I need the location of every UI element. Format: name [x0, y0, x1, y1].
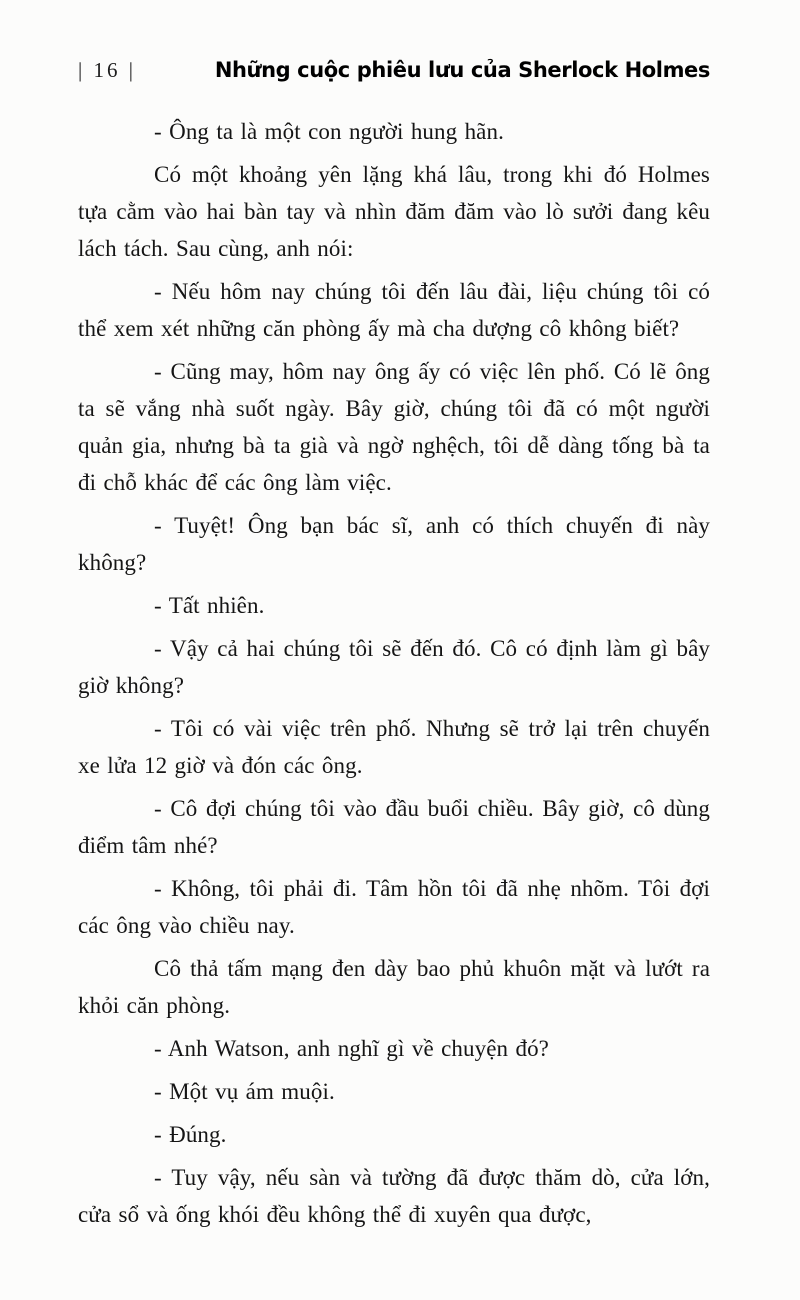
paragraph: - Đúng.	[154, 1122, 227, 1147]
paragraph: - Vậy cả hai chúng tôi sẽ đến đó. Cô có định làm gì bây giờ không?	[78, 636, 710, 698]
page-header	[78, 58, 710, 83]
paragraph: - Tất nhiên.	[154, 593, 265, 618]
page-number: | 16 |	[78, 58, 136, 82]
paragraph: - Cô đợi chúng tôi vào đầu buổi chiều. Bây giờ, cô dùng điểm tâm nhé?	[78, 796, 710, 858]
page-body	[78, 113, 710, 1233]
paragraph: - Không, tôi phải đi. Tâm hồn tôi đã nhẹ nhõm. Tôi đợi các ông vào chiều nay.	[78, 876, 710, 938]
paragraph: - Nếu hôm nay chúng tôi đến lâu đài, liệu chúng tôi có thể xem xét những căn phòng ấy mà cha dượng cô không biết?	[78, 279, 710, 341]
running-title: Những cuộc phiêu lưu của Sherlock Holmes	[214, 58, 710, 82]
paragraph: Có một khoảng yên lặng khá lâu, trong khi đó Holmes tựa cằm vào hai bàn tay và nhìn đăm đăm vào lò sưởi đang kêu lách tách. Sau cùng, anh nói:	[78, 162, 710, 261]
paragraph: - Anh Watson, anh nghĩ gì về chuyện đó?	[154, 1036, 549, 1061]
paragraph: - Tôi có vài việc trên phố. Nhưng sẽ trở lại trên chuyến xe lửa 12 giờ và đón các ông.	[78, 716, 710, 778]
paragraph: - Một vụ ám muội.	[154, 1079, 335, 1104]
paragraph: - Tuyệt! Ông bạn bác sĩ, anh có thích chuyến đi này không?	[78, 513, 710, 575]
paragraph: - Tuy vậy, nếu sàn và tường đã được thăm dò, cửa lớn, cửa sổ và ống khói đều không thể đi xuyên qua được,	[78, 1165, 710, 1227]
paragraph: - Ông ta là một con người hung hãn.	[154, 119, 504, 144]
paragraph: Cô thả tấm mạng đen dày bao phủ khuôn mặt và lướt ra khỏi căn phòng.	[78, 956, 710, 1018]
paragraph: - Cũng may, hôm nay ông ấy có việc lên phố. Có lẽ ông ta sẽ vắng nhà suốt ngày. Bây giờ, chúng tôi đã có một người quản gia, nhưng bà ta già và ngờ nghệch, tôi dễ dàng tống bà ta đi chỗ khác để các ông làm việc.	[78, 359, 710, 495]
